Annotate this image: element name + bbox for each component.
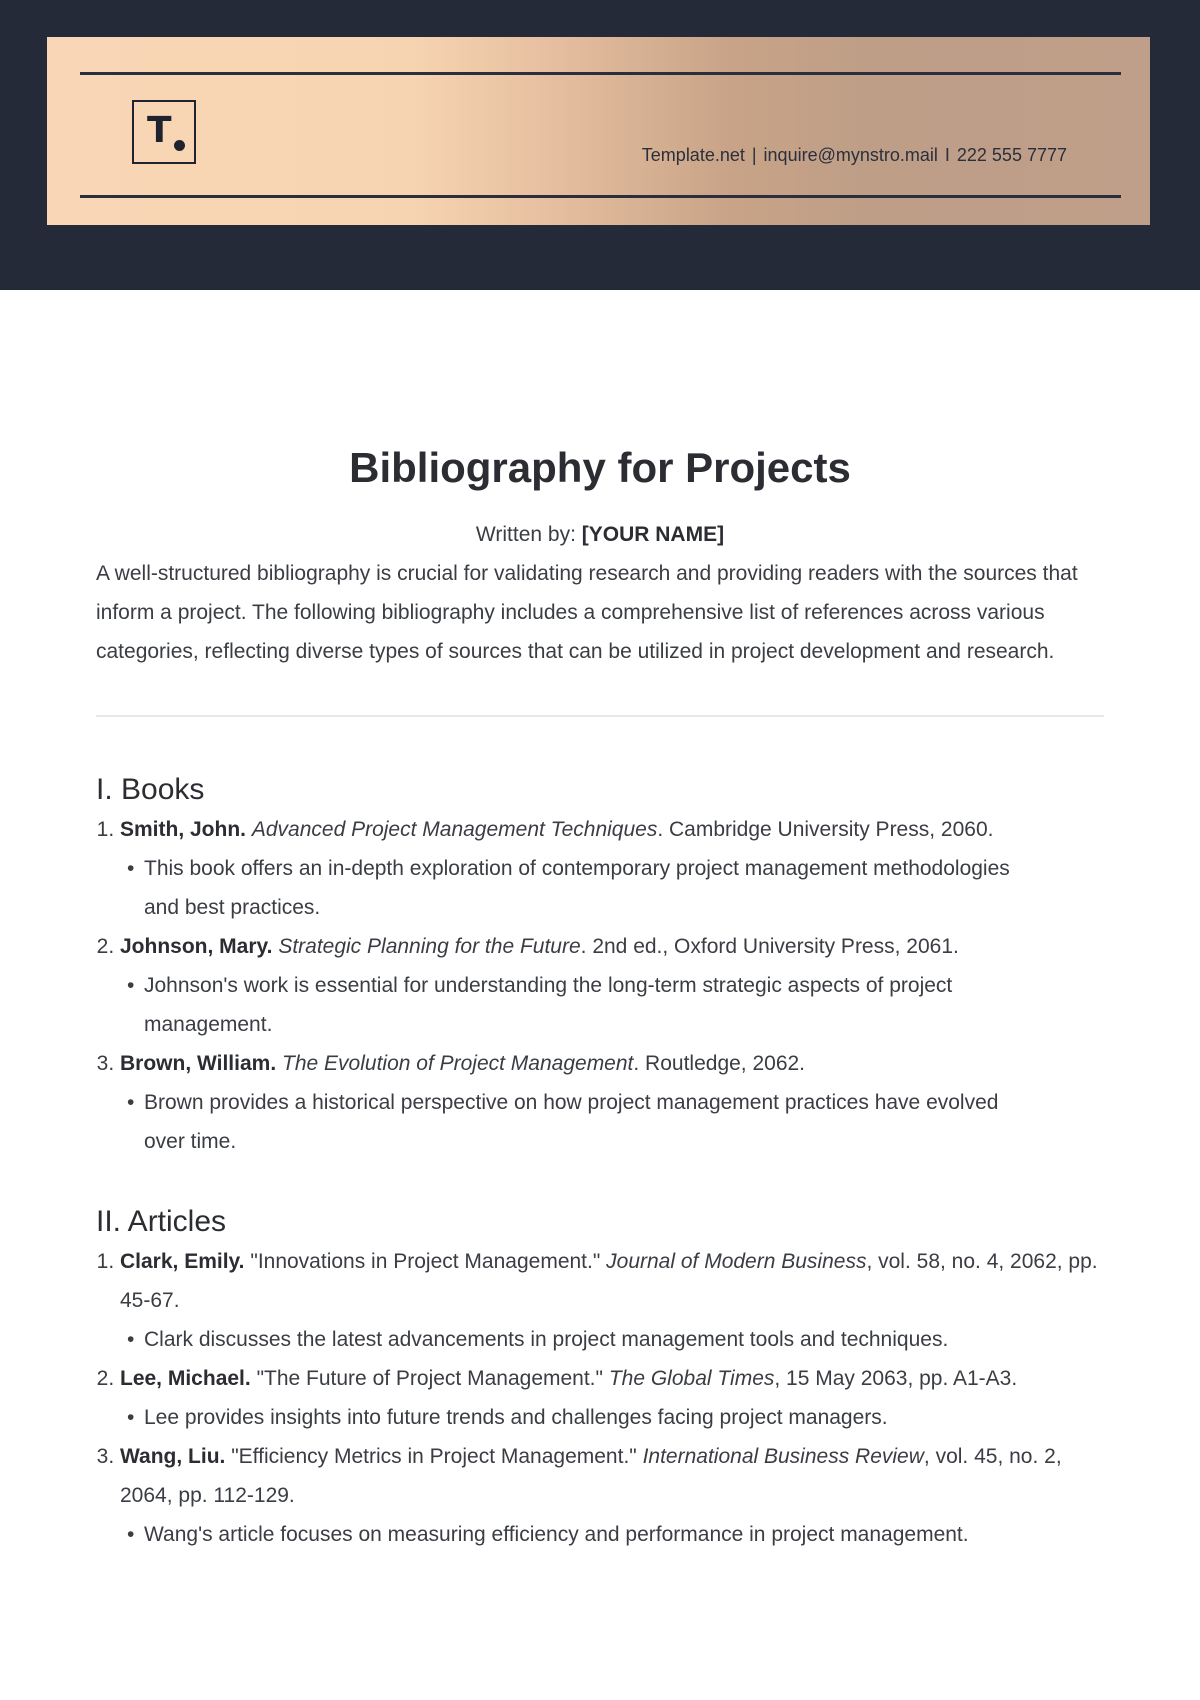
reference-note: • Lee provides insights into future trends and challenges facing project managers. — [144, 1398, 1044, 1437]
intro-paragraph: A well-structured bibliography is crucial for validating research and providing readers with the sources that inform a project. The following bibliography includes a comprehensive list of references across various categories, reflecting diverse types of sources that can be utilized in project development and research. — [96, 562, 1078, 663]
reference-source: International Business Review — [642, 1445, 924, 1468]
header-banner — [47, 37, 1150, 225]
reference-author: Clark, Emily. — [120, 1250, 245, 1273]
articles-list — [96, 1242, 1106, 1554]
logo-letter: T — [147, 110, 172, 151]
reference-notes — [120, 966, 1106, 1044]
reference-notes — [120, 1320, 1106, 1359]
contact-separator: I — [944, 145, 950, 165]
banner-bottom-rule — [80, 195, 1121, 198]
section-title-books: I. Books — [96, 773, 205, 806]
logo-dot — [174, 140, 185, 151]
reference-notes — [120, 1083, 1106, 1161]
reference-source: Journal of Modern Business — [606, 1250, 867, 1273]
reference-article-title: "Innovations in Project Management." — [250, 1250, 601, 1273]
contact-info — [642, 145, 1067, 166]
reference-notes — [120, 849, 1106, 927]
reference-note: • Clark discusses the latest advancements in project management tools and techniques. — [144, 1320, 1044, 1359]
reference-item — [120, 1359, 1106, 1437]
reference-details: , 15 May 2063, pp. A1-A3. — [774, 1367, 1018, 1390]
reference-item — [120, 1242, 1106, 1359]
reference-item — [120, 810, 1106, 927]
reference-article-title: "The Future of Project Management." — [256, 1367, 603, 1390]
reference-title: The Evolution of Project Management — [282, 1052, 634, 1075]
reference-details: , vol. 58, no. 4, 2062, pp. 45-67. — [120, 1250, 1098, 1312]
reference-item — [120, 927, 1106, 1044]
reference-item — [120, 1437, 1106, 1554]
section-title-articles: II. Articles — [96, 1205, 227, 1238]
reference-article-title: "Efficiency Metrics in Project Management." — [231, 1445, 637, 1468]
reference-title: Advanced Project Management Techniques — [251, 818, 658, 841]
document-title: Bibliography for Projects — [349, 444, 851, 491]
contact-email[interactable]: inquire@mynstro.mail — [763, 145, 938, 165]
reference-note: • This book offers an in-depth exploration of contemporary project management methodologies and best practices. — [144, 849, 1044, 927]
banner-top-rule — [80, 72, 1121, 75]
reference-note: • Johnson's work is essential for understanding the long-term strategic aspects of project management. — [144, 966, 1044, 1044]
reference-notes — [120, 1398, 1106, 1437]
section-divider — [96, 715, 1104, 717]
company-logo — [132, 100, 196, 164]
reference-author: Smith, John. — [120, 818, 246, 841]
reference-author: Brown, William. — [120, 1052, 277, 1075]
reference-title: Strategic Planning for the Future — [278, 935, 581, 958]
header-band — [0, 0, 1200, 290]
contact-phone: 222 555 7777 — [956, 145, 1067, 165]
reference-details: , vol. 45, no. 2, 2064, pp. 112-129. — [120, 1445, 1062, 1507]
reference-author: Wang, Liu. — [120, 1445, 226, 1468]
books-list — [96, 810, 1106, 1161]
reference-author: Lee, Michael. — [120, 1367, 251, 1390]
byline-name: [YOUR NAME] — [581, 523, 725, 546]
reference-details: . Routledge, 2062. — [633, 1052, 806, 1075]
reference-author: Johnson, Mary. — [120, 935, 273, 958]
reference-details: . 2nd ed., Oxford University Press, 2061. — [580, 935, 959, 958]
byline — [0, 521, 1200, 549]
reference-details: . Cambridge University Press, 2060. — [657, 818, 994, 841]
reference-source: The Global Times — [608, 1367, 775, 1390]
byline-label: Written by: — [475, 523, 576, 546]
reference-note: • Wang's article focuses on measuring efficiency and performance in project management. — [144, 1515, 1044, 1554]
document-body — [96, 554, 1106, 1554]
contact-separator: | — [751, 145, 757, 165]
reference-notes — [120, 1515, 1106, 1554]
reference-note: • Brown provides a historical perspective on how project management practices have evolved over time. — [144, 1083, 1044, 1161]
reference-item — [120, 1044, 1106, 1161]
contact-website[interactable]: Template.net — [641, 145, 745, 165]
